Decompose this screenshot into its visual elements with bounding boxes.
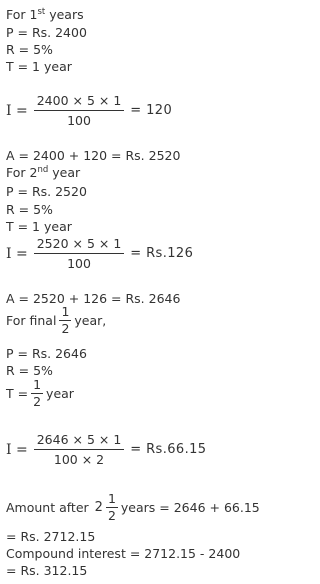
final-half-time-numerator: 1 bbox=[33, 377, 42, 392]
year1-interest-result: = 120 bbox=[130, 103, 173, 118]
final-half-heading-denominator: 2 bbox=[61, 321, 70, 336]
year2-heading bbox=[6, 165, 80, 180]
final-half-time-fraction bbox=[31, 378, 43, 409]
summary-mixed-numerator: 1 bbox=[107, 491, 116, 506]
year2-heading-prefix: For 2 bbox=[6, 165, 38, 180]
summary-mixed-whole: 2 bbox=[94, 500, 103, 515]
year2-amount: A = 2520 + 126 = Rs. 2646 bbox=[6, 291, 181, 306]
summary-amount-line bbox=[6, 492, 260, 523]
final-half-heading-suffix: year, bbox=[74, 313, 107, 328]
final-half-interest-numerator: 2646 × 5 × 1 bbox=[34, 432, 125, 450]
final-half-time bbox=[6, 378, 74, 409]
year2-interest-equation bbox=[6, 236, 193, 271]
year1-rate: R = 5% bbox=[6, 42, 53, 57]
year2-interest-lhs: I = bbox=[6, 245, 28, 262]
summary-mixed-fraction bbox=[106, 492, 118, 523]
year2-interest-fraction bbox=[34, 236, 125, 271]
year1-interest-equation bbox=[6, 93, 172, 128]
year1-time: T = 1 year bbox=[6, 59, 72, 74]
year1-amount: A = 2400 + 120 = Rs. 2520 bbox=[6, 148, 181, 163]
year1-interest-fraction bbox=[34, 93, 125, 128]
final-half-time-denominator: 2 bbox=[33, 394, 42, 409]
year2-rate: R = 5% bbox=[6, 202, 53, 217]
year1-principal: P = Rs. 2400 bbox=[6, 25, 87, 40]
final-half-heading-prefix: For final bbox=[6, 313, 57, 328]
final-half-time-prefix: T = bbox=[6, 386, 29, 401]
final-half-interest-result: = Rs.66.15 bbox=[130, 442, 207, 457]
summary-mixed-denominator: 2 bbox=[107, 508, 116, 523]
year2-heading-suffix: year bbox=[48, 165, 81, 180]
year1-heading-sup: st bbox=[37, 7, 46, 17]
final-half-interest-lhs: I = bbox=[6, 441, 28, 458]
year2-heading-sup: nd bbox=[37, 165, 49, 175]
final-half-principal: P = Rs. 2646 bbox=[6, 346, 87, 361]
summary-amount-total: = Rs. 2712.15 bbox=[6, 529, 96, 544]
summary-amount-suffix: years = 2646 + 66.15 bbox=[120, 500, 260, 515]
final-half-heading-fraction bbox=[59, 305, 71, 336]
year2-principal: P = Rs. 2520 bbox=[6, 184, 87, 199]
year2-interest-denominator: 100 bbox=[67, 256, 91, 271]
final-half-time-suffix: year bbox=[46, 386, 74, 401]
final-half-interest-fraction bbox=[34, 432, 125, 467]
compound-interest-line: Compound interest = 2712.15 - 2400 bbox=[6, 546, 241, 561]
year1-interest-denominator: 100 bbox=[67, 113, 91, 128]
year1-heading-prefix: For 1 bbox=[6, 7, 38, 22]
compound-interest-result: = Rs. 312.15 bbox=[6, 563, 88, 578]
final-half-interest-denominator: 100 × 2 bbox=[53, 452, 105, 467]
final-half-heading-numerator: 1 bbox=[61, 304, 70, 319]
year1-interest-lhs: I = bbox=[6, 102, 28, 119]
year1-heading-suffix: years bbox=[45, 7, 84, 22]
year2-interest-numerator: 2520 × 5 × 1 bbox=[34, 236, 125, 254]
summary-amount-prefix: Amount after bbox=[6, 500, 89, 515]
year2-interest-result: = Rs.126 bbox=[130, 246, 194, 261]
final-half-heading bbox=[6, 305, 106, 336]
year2-time: T = 1 year bbox=[6, 219, 72, 234]
year1-interest-numerator: 2400 × 5 × 1 bbox=[34, 93, 125, 111]
final-half-interest-equation bbox=[6, 432, 206, 467]
year1-heading bbox=[6, 7, 84, 22]
final-half-rate: R = 5% bbox=[6, 363, 53, 378]
